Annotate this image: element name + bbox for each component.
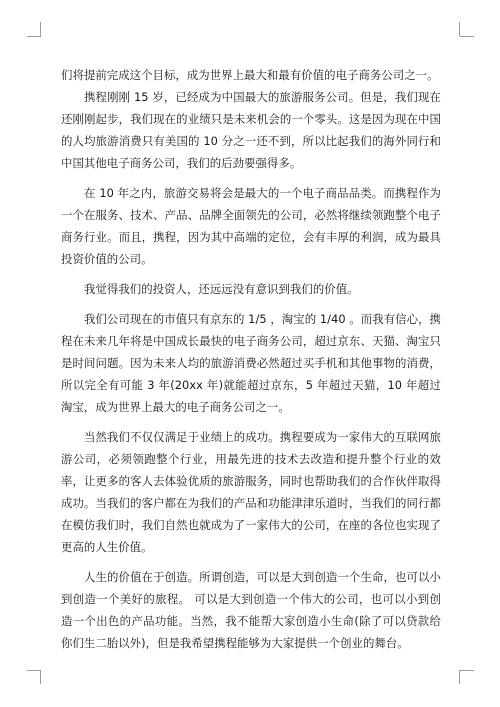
crop-mark-top-left-horizontal bbox=[27, 36, 41, 37]
crop-mark-bottom-right-vertical bbox=[459, 670, 460, 684]
paragraph-4: 我觉得我们的投资人，还远远没有意识到我们的价值。 bbox=[84, 282, 359, 296]
crop-mark-bottom-left-vertical bbox=[40, 670, 41, 684]
paragraph-2: 携程刚刚 15 岁，已经成为中国最大的旅游服务公司。但是，我们现在还刚刚起步，我们现在的业绩只是未来机会的一个零头。这是因为现在中国的人均旅游消费只有美国的 10 分之一还不到，所以比起我们的海外同行和中国其他电子商务公司，我们的后劲要强得多。 bbox=[61, 90, 441, 170]
paragraph-gap bbox=[61, 174, 441, 182]
paragraph-gap bbox=[61, 418, 441, 426]
crop-mark-bottom-left-horizontal bbox=[27, 670, 41, 671]
crop-mark-top-left-vertical bbox=[40, 22, 41, 36]
paragraph-gap bbox=[61, 558, 441, 566]
paragraph-6: 当然我们不仅仅满足于业绩上的成功。携程要成为一家伟大的互联网旅游公司，必须领跑整个行业，用最先进的技术去改造和提升整个行业的效率，让更多的客人去体验优质的旅游服务，同时也帮助我们的合作伙伴取得成功。当我们的客户都在为我们的产品和功能津津乐道时，当我们的同行都在模仿我们时，我们自然也就成为了一家伟大的公司，在座的各位也实现了更高的人生价值。 bbox=[61, 430, 441, 554]
paragraph-1: 们将提前完成这个目标，成为世界上最大和最有价值的电子商务公司之一。 bbox=[61, 68, 439, 82]
crop-mark-bottom-right-horizontal bbox=[460, 670, 474, 671]
crop-mark-top-right-horizontal bbox=[460, 36, 474, 37]
document-body bbox=[61, 64, 441, 654]
crop-mark-top-right-vertical bbox=[459, 22, 460, 36]
paragraph-gap bbox=[61, 270, 441, 278]
paragraph-3: 在 10 年之内，旅游交易将会是最大的一个电子商品品类。而携程作为一个在服务、技术、产品、品牌全面领先的公司，必然将继续领跑整个电子商务行业。而且，携程，因为其中高端的定位，会有丰厚的利润，成为最具投资价值的公司。 bbox=[61, 186, 441, 266]
paragraph-7: 人生的价值在于创造。所谓创造，可以是大到创造一个生命，也可以小到创造一个美好的旅程。 可以是大到创造一个伟大的公司，也可以小到创造一个出色的产品功能。当然，我不能帮大家创造小生命(除了可以贷款给你们生二胎以外)，但是我希望携程能够为大家提供一个创业的舞台。 bbox=[61, 570, 441, 650]
paragraph-5: 我们公司现在的市值只有京东的 1/5 ，淘宝的 1/40 。而我有信心，携程在未来几年将是中国成长最快的电子商务公司，超过京东、天猫、淘宝只是时间问题。因为未来人均的旅游消费必然超过买手机和其他事物的消费，所以完全有可能 3 年(20xx 年)就能超过京东，5 年超过天猫，10 年超过淘宝，成为世界上最大的电子商务公司之一。 bbox=[61, 312, 441, 414]
paragraph-gap bbox=[61, 300, 441, 308]
